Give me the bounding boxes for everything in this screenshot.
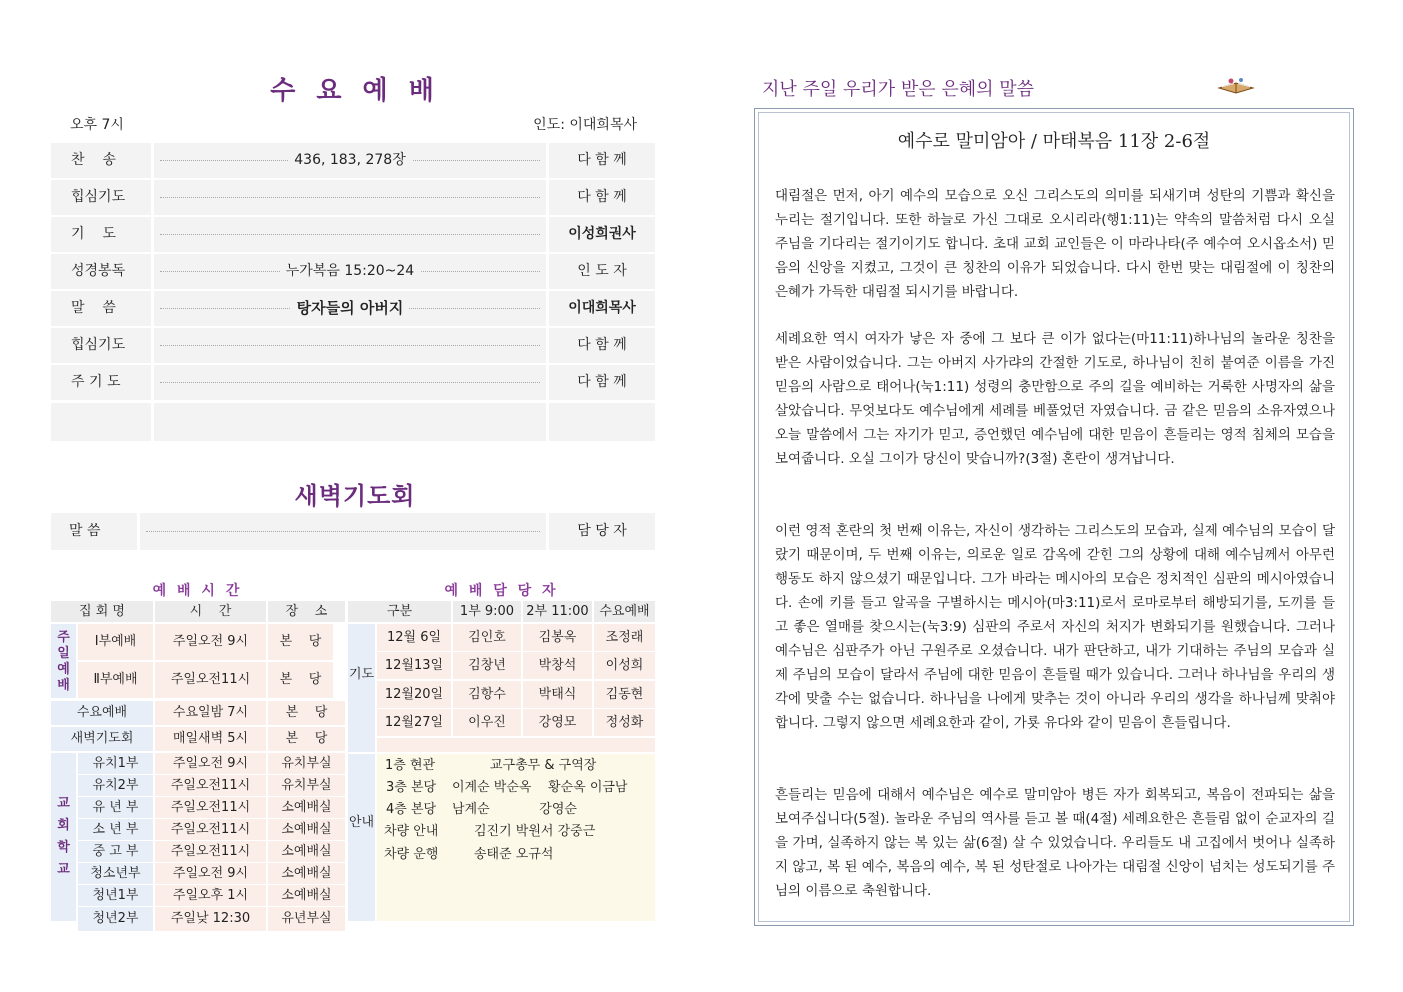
schedule-place: 본 당 — [268, 624, 333, 660]
dawn-prayer-title: 새벽기도회 — [294, 481, 416, 510]
schedule-name: 유치1부 — [78, 753, 153, 774]
schedule-time: 주일오후 1시 — [155, 885, 266, 906]
schedule-name: Ⅱ부예배 — [78, 662, 153, 698]
order-by: 다 함 께 — [549, 143, 655, 178]
order-row — [51, 143, 655, 178]
schedule-name: 소 년 부 — [78, 819, 153, 840]
guide-place: 4층 본당 — [386, 802, 437, 817]
prayer-date: 12월20일 — [377, 681, 451, 708]
schedule-place: 본 당 — [268, 727, 345, 751]
order-item: 힙심기도 — [51, 180, 151, 215]
schedule-name: 중 고 부 — [78, 841, 153, 862]
duty-header: 1부 9:00 — [453, 601, 521, 622]
schedule-group-label: 교회학교 — [51, 753, 76, 921]
sermon-paragraph-3: 이런 영적 혼란의 첫 번째 이유는, 자신이 생각하는 그리스도의 모습과, 실제 예수님의 모습이 달랐기 때문이며, 두 번째 이유는, 의로운 일로 감옥에 갇힌 그의 상황에 대해 예수님께서 아무런 행동도 하지 않으셨기 때문입니다. 그가 바라는 메시아의 모습은 정치적인 심판의 메시아였습니다. 손에 키를 들고 알곡을 구별하시는 메시아(마3:11)로서 로마로부터 해방되기를, 도끼를 들고 좋은 열매를 찾으시는(눅3:9) 심판의 주로서 자신의 처지가 변화되기를 원했습니다. 그러나 예수님은 심판주가 아닌 구원주로 오셨습니다. 내가 판단하고, 내가 기대하는 주님의 모습과 실제 주님의 모습이 달라서 주님에 대한 믿음이 흔들릴 때가 있습니다. 그러나 하나님을 우리의 생각에 맞출 수는 없습니다. 하나님을 나에게 맞추는 것이 아니라 우리의 생각을 하나님께 맞춰야 합니다. 그렇지 않으면 세례요한과 같이, 가룟 유다와 같이 믿음이 흔들립니다. — [775, 523, 1335, 731]
order-row — [51, 254, 655, 289]
schedule-place: 유치부실 — [268, 775, 345, 796]
schedule-place: 소예배실 — [268, 863, 345, 884]
sermon-title: 예수로 말미암아 / 마태복음 11장 2-6절 — [897, 131, 1211, 152]
order-by: 이성희권사 — [549, 217, 655, 252]
schedule-name: 수요예배 — [51, 701, 153, 725]
schedule-name: 유치2부 — [78, 775, 153, 796]
order-row — [51, 291, 655, 326]
prayer-name: 조정래 — [594, 624, 655, 651]
schedule-time: 주일오전11시 — [155, 797, 266, 818]
guide-place: 차량 운행 — [384, 847, 439, 862]
schedule-time: 주일오전 9시 — [155, 753, 266, 774]
prayer-name: 이성희 — [594, 652, 655, 679]
wed-worship-title: 수 요 예 배 — [270, 76, 440, 106]
wed-worship-time: 오후 7시 — [70, 117, 124, 133]
dawn-row — [51, 513, 655, 550]
order-item: 기 도 — [51, 217, 151, 252]
prayer-name: 김항수 — [453, 681, 521, 708]
sermon-section-heading: 지난 주일 우리가 받은 은혜의 말씀 — [762, 79, 1035, 100]
schedule-time: 주일오전11시 — [155, 819, 266, 840]
schedule-place: 소예배실 — [268, 885, 345, 906]
guide-place: 3층 본당 — [386, 780, 437, 795]
dotted-leader — [160, 234, 540, 235]
order-by: 이대희목사 — [549, 291, 655, 326]
schedule-name: 청년2부 — [78, 907, 153, 931]
schedule-time: 주일오전11시 — [155, 662, 266, 698]
schedule-time: 주일오전11시 — [155, 775, 266, 796]
order-item: 찬 송 — [51, 143, 151, 178]
guide-place: 1층 현관 — [385, 758, 436, 773]
schedule-header: 집 회 명 — [51, 601, 153, 622]
order-by: 다 함 께 — [549, 328, 655, 363]
dotted-leader — [160, 345, 540, 346]
schedule-group-label: 주일예배 — [51, 624, 76, 698]
schedule-place: 소예배실 — [268, 819, 345, 840]
schedule-time: 주일오전11시 — [155, 841, 266, 862]
duty-group-label: 안내 — [348, 754, 375, 921]
prayer-name: 김인호 — [453, 624, 521, 651]
duty-header: 2부 11:00 — [523, 601, 592, 622]
order-row-empty — [51, 403, 655, 441]
schedule-header: 장 소 — [268, 601, 345, 622]
dawn-item-label: 말 씀 — [69, 523, 101, 539]
schedule-time: 주일오전 9시 — [155, 863, 266, 884]
order-by: 인 도 자 — [549, 254, 655, 289]
prayer-name: 김봉옥 — [523, 624, 592, 651]
sermon-paragraph-1: 대림절은 먼저, 아기 예수의 모습으로 오신 그리스도의 의미를 되새기며 성탄의 기쁨과 확신을 누리는 절기입니다. 또한 하늘로 가신 그대로 오시리라(행1:11)는 약속의 말씀처럼 다시 오실 주님을 기다리는 절기이기도 합니다. 초대 교회 교인들은 이 마라나타(주 예수여 오시옵소서) 믿음의 신앙을 지켰고, 그것이 큰 칭찬의 이유가 되었습니다. 다시 한번 맞는 대림절에 이 칭찬의 은혜가 가득한 대림절 되시기를 바랍니다. — [775, 188, 1335, 300]
order-row — [51, 328, 655, 363]
schedule-name: 새벽기도회 — [51, 727, 153, 751]
guide-names: 교구총무 & 구역장 — [490, 758, 597, 773]
order-content: 탕자들의 아버지 — [291, 291, 410, 326]
dotted-leader — [160, 197, 540, 198]
prayer-name: 박창석 — [523, 652, 592, 679]
guide-names: 김진기 박원서 강중근 — [474, 824, 596, 839]
wed-worship-leader: 인도: 이대희목사 — [533, 117, 637, 133]
guide-names: 남계순 강영순 — [452, 802, 577, 817]
guide-names: 송태준 오규석 — [474, 847, 554, 862]
order-by: 다 함 께 — [549, 365, 655, 400]
schedule-time: 수요일밤 7시 — [155, 701, 266, 725]
schedule-time: 주일낮 12:30 — [155, 907, 266, 931]
dotted-leader — [146, 531, 540, 532]
schedule-name: 청소년부 — [78, 863, 153, 884]
order-item: 말 씀 — [51, 291, 151, 326]
dawn-by: 담 당 자 — [549, 513, 655, 550]
order-item: 성경봉독 — [51, 254, 151, 289]
prayer-name: 박태식 — [523, 681, 592, 708]
schedule-place: 소예배실 — [268, 797, 345, 818]
order-item: 힙심기도 — [51, 328, 151, 363]
schedule-place: 유년부실 — [268, 907, 345, 931]
schedule-name: 청년1부 — [78, 885, 153, 906]
sermon-paragraph-2: 세례요한 역시 여자가 낳은 자 중에 그 보다 큰 이가 없다는(마11:11)하나님의 놀라운 칭찬을 받은 사람이었습니다. 그는 아버지 사가랴의 간절한 기도로, 하나님이 친히 붙여준 이름을 가진 믿음의 사람으로 태어나(눅1:11) 성령의 충만함으로 주의 길을 예비하는 거룩한 사명자의 삶을 살았습니다. 무엇보다도 예수님에게 세례를 베풀었던 자였습니다. 금 같은 믿음의 소유자였으나 오늘 말씀에서 그는 자기가 믿고, 증언했던 예수님에 대한 믿음이 흔들리는 영적 침체의 모습을 보여줍니다. 오실 그이가 당신이 맞습니까?(3절) 혼란이 생겨납니다. — [775, 331, 1335, 467]
dotted-leader — [160, 382, 540, 383]
schedule-name: Ⅰ부예배 — [78, 624, 153, 660]
order-content: 누가복음 15:20~24 — [280, 254, 420, 289]
schedule-place: 본 당 — [268, 662, 333, 698]
prayer-name: 김동현 — [594, 681, 655, 708]
schedule-place: 소예배실 — [268, 841, 345, 862]
order-row — [51, 180, 655, 215]
prayer-name: 강영모 — [523, 709, 592, 736]
schedule-header: 시 간 — [155, 601, 266, 622]
bible-icon — [1217, 74, 1255, 96]
order-content: 436, 183, 278장 — [288, 143, 412, 178]
prayer-date: 12월27일 — [377, 709, 451, 736]
prayer-name: 정성화 — [594, 709, 655, 736]
schedule-time: 주일오전 9시 — [155, 624, 266, 660]
order-item: 주 기 도 — [51, 365, 151, 400]
guide-place: 차량 안내 — [384, 824, 439, 839]
schedule-place: 유치부실 — [268, 753, 345, 774]
schedule-title: 예 배 시 간 — [152, 583, 243, 599]
guide-names: 이계순 박순옥 황순옥 이금남 — [452, 780, 628, 795]
schedule-name: 유 년 부 — [78, 797, 153, 818]
prayer-date: 12월13일 — [377, 652, 451, 679]
duty-header: 수요예배 — [594, 601, 655, 622]
prayer-date: 12월 6일 — [377, 624, 451, 651]
order-by: 다 함 께 — [549, 180, 655, 215]
prayer-name: 이우진 — [453, 709, 521, 736]
duty-title: 예 배 담 당 자 — [444, 583, 559, 599]
schedule-time: 매일새벽 5시 — [155, 727, 266, 751]
duty-empty-row — [377, 738, 655, 752]
order-row — [51, 365, 655, 400]
sermon-paragraph-4: 흔들리는 믿음에 대해서 예수님은 예수로 말미암아 병든 자가 회복되고, 복음이 전파되는 삶을 보여주십니다(5절). 놀라운 주님의 역사를 듣고 볼 때(4절) 세례요한은 흔들림 없이 순교자의 길을 가며, 실족하지 않는 복 있는 삶(6절) 살 수 있었습니다. 우리들도 내 고집에서 벗어나 실족하지 않고, 복 된 예수, 복음의 예수, 복 된 성탄절로 나아가는 대림절 신앙이 넘치는 성도되기를 주님의 이름으로 축원합니다. — [775, 787, 1335, 899]
order-row — [51, 217, 655, 252]
duty-header: 구분 — [348, 601, 451, 622]
prayer-name: 김창년 — [453, 652, 521, 679]
schedule-place: 본 당 — [268, 701, 345, 725]
duty-group-label: 기도 — [348, 624, 375, 752]
